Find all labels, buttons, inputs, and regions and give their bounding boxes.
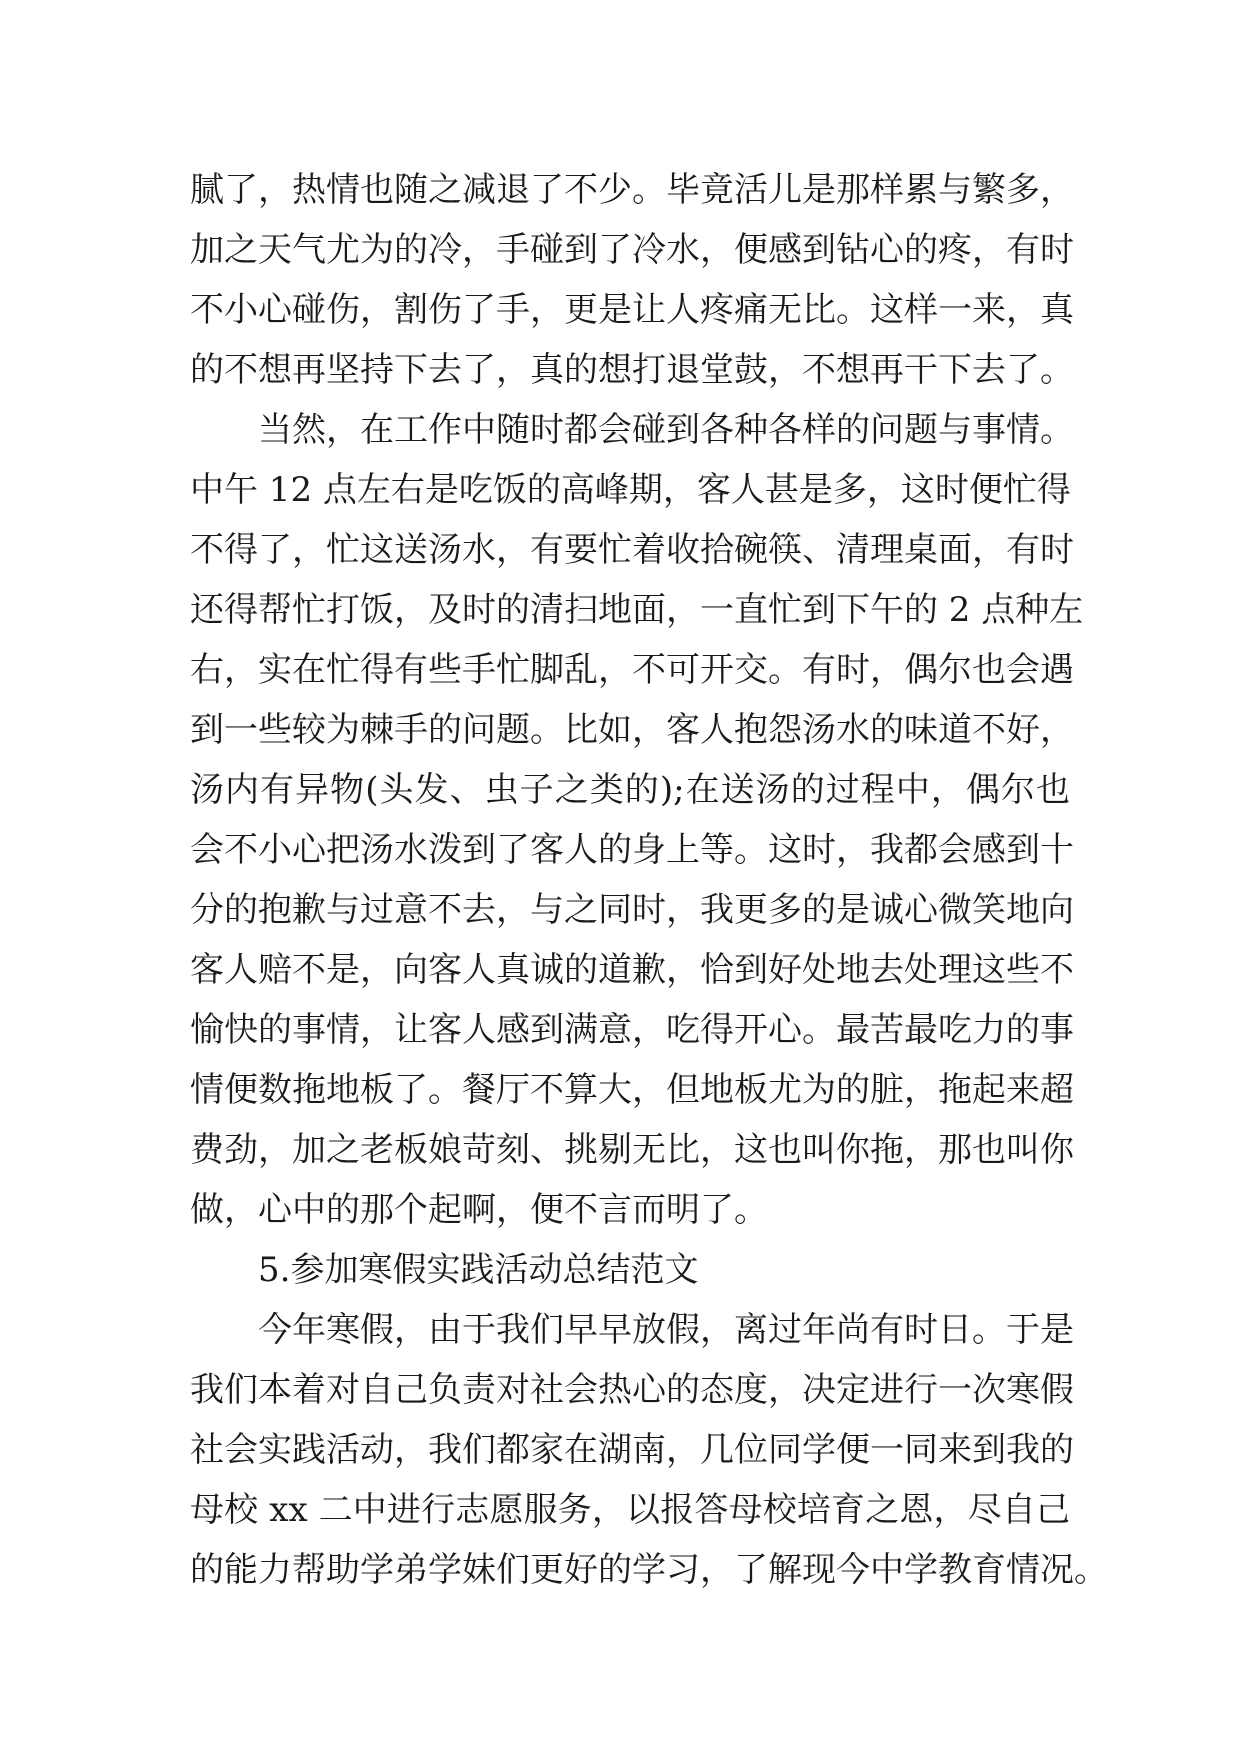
paragraph-line: 右，实在忙得有些手忙脚乱，不可开交。有时，偶尔也会遇 <box>190 650 1074 690</box>
paragraph-line: 腻了，热情也随之减退了不少。毕竟活儿是那样累与繁多， <box>190 170 1074 210</box>
paragraph-line: 今年寒假，由于我们早早放假，离过年尚有时日。于是 <box>258 1310 1074 1350</box>
paragraph-line: 当然，在工作中随时都会碰到各种各样的问题与事情。 <box>258 410 1074 450</box>
paragraph-line: 母校 xx 二中进行志愿服务，以报答母校培育之恩，尽自己 <box>190 1490 1070 1530</box>
paragraph-line: 愉快的事情，让客人感到满意，吃得开心。最苦最吃力的事 <box>190 1010 1074 1050</box>
paragraph-line: 我们本着对自己负责对社会热心的态度，决定进行一次寒假 <box>190 1370 1074 1410</box>
document-body <box>190 160 1108 1600</box>
paragraph-line: 社会实践活动，我们都家在湖南，几位同学便一同来到我的 <box>190 1430 1074 1470</box>
paragraph-line: 会不小心把汤水泼到了客人的身上等。这时，我都会感到十 <box>190 830 1074 870</box>
paragraph-line: 做，心中的那个起啊，便不言而明了。 <box>190 1190 768 1230</box>
paragraph-line: 汤内有异物(头发、虫子之类的);在送汤的过程中，偶尔也 <box>190 770 1070 810</box>
paragraph-line: 不得了，忙这送汤水，有要忙着收拾碗筷、清理桌面，有时 <box>190 530 1074 570</box>
paragraph-line: 不小心碰伤，割伤了手，更是让人疼痛无比。这样一来，真 <box>190 290 1074 330</box>
paragraph-line: 客人赔不是，向客人真诚的道歉，恰到好处地去处理这些不 <box>190 950 1074 990</box>
paragraph-line: 分的抱歉与过意不去，与之同时，我更多的是诚心微笑地向 <box>190 890 1074 930</box>
paragraph-line: 加之天气尤为的冷，手碰到了冷水，便感到钻心的疼，有时 <box>190 230 1074 270</box>
paragraph-line: 的能力帮助学弟学妹们更好的学习，了解现今中学教育情况。 <box>190 1550 1108 1590</box>
paragraph-line: 还得帮忙打饭，及时的清扫地面，一直忙到下午的 2 点种左 <box>190 590 1084 630</box>
paragraph-line: 情便数拖地板了。餐厅不算大，但地板尤为的脏，拖起来超 <box>190 1070 1074 1110</box>
paragraph-line: 到一些较为棘手的问题。比如，客人抱怨汤水的味道不好， <box>190 710 1074 750</box>
paragraph-line: 的不想再坚持下去了，真的想打退堂鼓，不想再干下去了。 <box>190 350 1074 390</box>
paragraph-line: 费劲，加之老板娘苛刻、挑剔无比，这也叫你拖，那也叫你 <box>190 1130 1074 1170</box>
paragraph-line: 中午 12 点左右是吃饭的高峰期，客人甚是多，这时便忙得 <box>190 470 1071 510</box>
section-heading: 5.参加寒假实践活动总结范文 <box>258 1250 699 1290</box>
